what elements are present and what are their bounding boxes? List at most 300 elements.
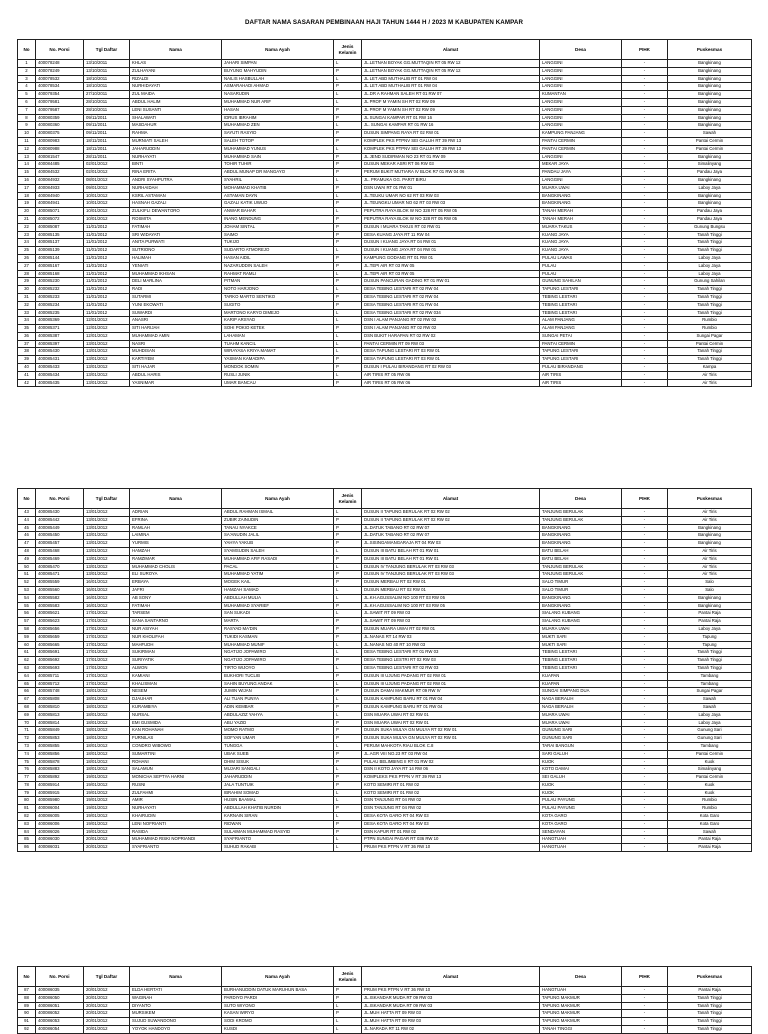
cell-porsi: 400081547 — [36, 153, 84, 161]
cell-pihk: - — [622, 231, 668, 239]
cell-tgl-daftar: 17/01/2012 — [84, 680, 130, 688]
cell-tgl-daftar: 13/01/2012 — [84, 364, 130, 372]
table-body — [18, 60, 752, 387]
cell-pihk: - — [622, 317, 668, 325]
cell-jenis-kelamin: L — [334, 563, 362, 571]
cell-pihk: - — [622, 696, 668, 704]
cell-desa: TANAH TINGGI — [540, 1025, 622, 1033]
cell-desa: KAMPUNG PANJANG — [540, 130, 622, 138]
cell-puskesmas: Air Tiris — [668, 516, 752, 524]
cell-no: 29 — [18, 278, 36, 286]
table-body — [18, 509, 752, 852]
cell-nama-ayah: ASMARAHADI AHMAD — [222, 83, 334, 91]
table-row — [18, 994, 752, 1002]
cell-alamat: DESA KOTA GARO RT 04 RW 03 — [362, 820, 540, 828]
cell-alamat: DSN II KOTO JAYA RT 14 RW 06 — [362, 766, 540, 774]
cell-desa: TANJUNG BERULAK — [540, 563, 622, 571]
cell-no: 15 — [18, 169, 36, 177]
cell-nama-ayah: SAIMO — [222, 231, 334, 239]
table-row — [18, 563, 752, 571]
cell-desa: SUNGAI SIMPANG DUA — [540, 688, 622, 696]
table-row — [18, 91, 752, 99]
cell-tgl-daftar: 19/01/2012 — [84, 805, 130, 813]
cell-pihk: - — [622, 742, 668, 750]
cell-nama-ayah: KARNAIN SIRAN — [222, 813, 334, 821]
table-row — [18, 703, 752, 711]
cell-nama-ayah: HAMZAH SAMAD — [222, 586, 334, 594]
cell-tgl-daftar: 19/01/2012 — [84, 797, 130, 805]
cell-nama: DJAUHAR — [130, 696, 222, 704]
table-row — [18, 356, 752, 364]
cell-desa: TAPUNG LESTARI — [540, 286, 622, 294]
cell-tgl-daftar: 11/01/2012 — [84, 286, 130, 294]
cell-desa: SIALANG KUBANG — [540, 610, 622, 618]
cell-alamat: DUSUN MEKAR ASRI RT 06 RW 03 — [362, 161, 540, 169]
cell-desa: KUOK — [540, 758, 622, 766]
cell-no: 57 — [18, 618, 36, 626]
cell-jenis-kelamin: P — [334, 223, 362, 231]
cell-nama: YENIATI — [130, 262, 222, 270]
cell-jenis-kelamin: L — [334, 60, 362, 68]
cell-no: 81 — [18, 805, 36, 813]
cell-jenis-kelamin: P — [334, 555, 362, 563]
cell-nama: NURHIDAYATI — [130, 83, 222, 91]
cell-nama: AB SONY — [130, 594, 222, 602]
cell-nama: NURSAL — [130, 711, 222, 719]
table-row — [18, 680, 752, 688]
cell-tgl-daftar: 19/01/2012 — [84, 789, 130, 797]
cell-jenis-kelamin: P — [334, 130, 362, 138]
cell-no: 42 — [18, 379, 36, 387]
cell-nama-ayah: SUDARTO ATMOREJO — [222, 247, 334, 255]
cell-nama-ayah: NOTO HARJONO — [222, 286, 334, 294]
column-header-desa: Desa — [540, 489, 622, 509]
cell-alamat: PANTAI CERMIN RT 09 RW 03 — [362, 340, 540, 348]
cell-nama: FATIMAH — [130, 223, 222, 231]
cell-nama: HASNAH GAZALI — [130, 200, 222, 208]
cell-no: 21 — [18, 215, 36, 223]
cell-nama: DELI MARLINA — [130, 278, 222, 286]
cell-nama: ERBAYA — [130, 579, 222, 587]
cell-alamat: JL. SUNGAI KAMPAR RT 01 RW 16 — [362, 122, 540, 130]
cell-desa: PULAU PAYUNG — [540, 805, 622, 813]
cell-porsi: 400085235 — [36, 309, 84, 317]
cell-jenis-kelamin: L — [334, 547, 362, 555]
cell-tgl-daftar: 16/01/2012 — [84, 594, 130, 602]
cell-nama-ayah: SAYUTI RASYID — [222, 130, 334, 138]
cell-tgl-daftar: 18/01/2012 — [84, 750, 130, 758]
cell-nama-ayah: PACAL — [222, 563, 334, 571]
cell-tgl-daftar: 11/01/2012 — [84, 301, 130, 309]
cell-porsi: 400085892 — [36, 774, 84, 782]
cell-nama-ayah: ABDULLAH KHATIB NURDIN — [222, 805, 334, 813]
cell-jenis-kelamin: L — [334, 789, 362, 797]
cell-pihk: - — [622, 1018, 668, 1026]
cell-tgl-daftar: 02/01/2012 — [84, 161, 130, 169]
cell-nama-ayah: TANAU NYAKCE — [222, 524, 334, 532]
cell-pihk: - — [622, 83, 668, 91]
cell-porsi: 400085692 — [36, 657, 84, 665]
cell-desa: SARI GALUH — [540, 750, 622, 758]
cell-nama-ayah: MUJARI SANGALI — [222, 766, 334, 774]
cell-puskesmas: Salo — [668, 579, 752, 587]
cell-tgl-daftar: 20/01/2012 — [84, 1002, 130, 1010]
cell-jenis-kelamin: L — [334, 610, 362, 618]
cell-nama: RINA ERITA — [130, 169, 222, 177]
cell-pihk: - — [622, 169, 668, 177]
cell-porsi: 400085369 — [36, 317, 84, 325]
cell-nama: NUR KHOLIFAH — [130, 633, 222, 641]
cell-pihk: - — [622, 555, 668, 563]
cell-tgl-daftar: 13/01/2012 — [84, 379, 130, 387]
cell-nama-ayah: SYAHRIL — [222, 176, 334, 184]
cell-tgl-daftar: 02/01/2012 — [84, 169, 130, 177]
cell-porsi: 400085430 — [36, 348, 84, 356]
cell-nama-ayah: SYAMSUDIN SALEH — [222, 547, 334, 555]
cell-alamat: JL.ISKANDAR MUDA RT 09 RW 03 — [362, 994, 540, 1002]
cell-no: 55 — [18, 602, 36, 610]
cell-puskesmas: Tanah Tinggi — [668, 239, 752, 247]
cell-nama-ayah: PARDIYO PARDI — [222, 994, 334, 1002]
cell-pihk: - — [622, 192, 668, 200]
cell-no: 40 — [18, 364, 36, 372]
cell-porsi: 400084933 — [36, 184, 84, 192]
cell-tgl-daftar: 11/01/2012 — [84, 239, 130, 247]
cell-desa: ALAM PANJANG — [540, 317, 622, 325]
cell-pihk: - — [622, 633, 668, 641]
cell-jenis-kelamin: P — [334, 278, 362, 286]
cell-puskesmas: Bangkinang — [668, 153, 752, 161]
cell-alamat: JL.NARADA RT 11 RW 02 — [362, 1025, 540, 1033]
cell-nama: SYAFRIANTO — [130, 844, 222, 852]
cell-desa: MUARA TAKUS — [540, 223, 622, 231]
cell-alamat: JL.SAWIT RT 09 RW 03 — [362, 618, 540, 626]
cell-alamat: JL.TEPI AIR RT 03 RW 05 — [362, 270, 540, 278]
cell-no: 90 — [18, 1010, 36, 1018]
cell-desa: KUANG JAYA — [540, 231, 622, 239]
cell-pihk: - — [622, 208, 668, 216]
cell-tgl-daftar: 18/01/2012 — [84, 735, 130, 743]
cell-pihk: - — [622, 680, 668, 688]
cell-alamat: DESA TEBING LESTRI RT 02 RW 03 — [362, 657, 540, 665]
cell-tgl-daftar: 20/01/2012 — [84, 1025, 130, 1033]
cell-puskesmas: Pantai Raja — [668, 618, 752, 626]
cell-desa: TEBING LESTARI — [540, 301, 622, 309]
table-row — [18, 696, 752, 704]
cell-jenis-kelamin: L — [334, 309, 362, 317]
column-header-no: No — [18, 489, 36, 509]
cell-nama: JAHARUDDIN — [130, 145, 222, 153]
table-row — [18, 657, 752, 665]
cell-tgl-daftar: 11/01/2012 — [84, 262, 130, 270]
cell-porsi: 400085856 — [36, 750, 84, 758]
cell-no: 36 — [18, 332, 36, 340]
cell-alamat: PEPUTRA RAYA BLOK W NO 328 RT 05 RW 05 — [362, 208, 540, 216]
cell-porsi: 400080359 — [36, 114, 84, 122]
cell-nama-ayah: NAZARUDDIN SALEH — [222, 262, 334, 270]
cell-desa: SENDAYAN — [540, 828, 622, 836]
cell-no: 63 — [18, 664, 36, 672]
cell-jenis-kelamin: P — [334, 184, 362, 192]
cell-jenis-kelamin: P — [334, 727, 362, 735]
cell-tgl-daftar: 11/01/2012 — [84, 231, 130, 239]
cell-nama: SALAMUN — [130, 766, 222, 774]
cell-nama-ayah: KUSDI — [222, 1025, 334, 1033]
cell-nama: MUHDISAN — [130, 348, 222, 356]
cell-pihk: - — [622, 200, 668, 208]
cell-jenis-kelamin: P — [334, 137, 362, 145]
cell-puskesmas: Bangkinang — [668, 176, 752, 184]
table-row — [18, 610, 752, 618]
cell-no: 50 — [18, 563, 36, 571]
cell-nama: ANITA PURWATI — [130, 239, 222, 247]
cell-no: 83 — [18, 820, 36, 828]
cell-nama: BINTI — [130, 161, 222, 169]
cell-alamat: DUSUN IV TANJUNG BERULAK RT 03 RW 03 — [362, 571, 540, 579]
cell-jenis-kelamin: L — [334, 270, 362, 278]
table-row — [18, 231, 752, 239]
cell-nama-ayah: MUHAMMAD YUNUS — [222, 145, 334, 153]
cell-puskesmas: Air Tiris — [668, 509, 752, 517]
cell-tgl-daftar: 19/01/2012 — [84, 828, 130, 836]
cell-nama: YUNI EKOWATI — [130, 301, 222, 309]
table-row — [18, 571, 752, 579]
cell-pihk: - — [622, 618, 668, 626]
cell-alamat: DUSUN I KUANG JAYA RT 04 RW 01 — [362, 239, 540, 247]
cell-nama-ayah: BUKHORI TUCLIB — [222, 672, 334, 680]
cell-no: 25 — [18, 247, 36, 255]
cell-desa: TAPUNG MAKMUR — [540, 994, 622, 1002]
cell-no: 8 — [18, 114, 36, 122]
cell-jenis-kelamin: L — [334, 348, 362, 356]
table-row — [18, 618, 752, 626]
cell-porsi: 400085087 — [36, 223, 84, 231]
cell-tgl-daftar: 10/01/2012 — [84, 215, 130, 223]
cell-nama-ayah: HUSIN BAAMAL — [222, 797, 334, 805]
cell-jenis-kelamin: P — [334, 161, 362, 169]
cell-nama: KAMIANI — [130, 672, 222, 680]
cell-nama: YASNIMAR — [130, 379, 222, 387]
cell-jenis-kelamin: L — [334, 91, 362, 99]
cell-pihk: - — [622, 153, 668, 161]
cell-no: 75 — [18, 758, 36, 766]
cell-nama: ADRIAN — [130, 509, 222, 517]
cell-tgl-daftar: 13/01/2012 — [84, 340, 130, 348]
cell-puskesmas: Bangkinang — [668, 98, 752, 106]
cell-alamat: JL LET ABD MUTHALIB RT 01 RW 04 — [362, 83, 540, 91]
cell-no: 9 — [18, 122, 36, 130]
cell-porsi: 400085559 — [36, 579, 84, 587]
cell-nama-ayah: MONDOK SOMIN — [222, 364, 334, 372]
cell-nama: NESEM — [130, 688, 222, 696]
column-header-nama-ayah: Nama Ayah — [222, 40, 334, 60]
cell-nama: SUWARDI — [130, 309, 222, 317]
cell-jenis-kelamin: L — [334, 176, 362, 184]
cell-nama-ayah: MARTONO KARYO DIMEJO — [222, 309, 334, 317]
table-row — [18, 286, 752, 294]
cell-desa: BANGKINANG — [540, 540, 622, 548]
table-row — [18, 223, 752, 231]
cell-tgl-daftar: 10/01/2012 — [84, 208, 130, 216]
cell-nama: YURMIS — [130, 540, 222, 548]
cell-porsi: 400085813 — [36, 711, 84, 719]
cell-tgl-daftar: 10/01/2012 — [84, 192, 130, 200]
cell-desa: LANGGINI — [540, 153, 622, 161]
cell-puskesmas: Tanah Tinggi — [668, 348, 752, 356]
cell-puskesmas: Pantai Cermin — [668, 340, 752, 348]
cell-desa: SIALANG KUBANG — [540, 618, 622, 626]
cell-porsi: 400085808 — [36, 696, 84, 704]
cell-pihk: - — [622, 293, 668, 301]
cell-pihk: - — [622, 325, 668, 333]
cell-nama-ayah: SUHUD RAKABI — [222, 844, 334, 852]
cell-porsi: 400085853 — [36, 735, 84, 743]
table-row — [18, 987, 752, 995]
cell-alamat: DUSUN I PULAU BIRANDANG RT 02 RW 03 — [362, 364, 540, 372]
table-row — [18, 364, 752, 372]
table-row — [18, 727, 752, 735]
cell-desa: SALO TIMUR — [540, 586, 622, 594]
cell-jenis-kelamin: L — [334, 711, 362, 719]
column-header-nama: Nama — [130, 40, 222, 60]
cell-porsi: 400085449 — [36, 524, 84, 532]
table-row — [18, 579, 752, 587]
document-title: DAFTAR NAMA SASARAN PEMBINAAN HAJI TAHUN 1444 H / 2023 M KABUPATEN KAMPAR — [244, 19, 524, 26]
cell-nama: WAGINAH — [130, 994, 222, 1002]
cell-jenis-kelamin: L — [334, 836, 362, 844]
cell-pihk: - — [622, 239, 668, 247]
column-header-puskesmas: Puskesmas — [668, 489, 752, 509]
cell-nama: SITI HARIJAH — [130, 325, 222, 333]
cell-alamat: PERUM MAHKOTA RIAU BLOK C.8 — [362, 742, 540, 750]
cell-nama: ABDUL HALIM — [130, 98, 222, 106]
cell-jenis-kelamin: P — [334, 657, 362, 665]
cell-alamat: KOMPLEK PKS PTPNV SEI GALUH RT 39 RW 13 — [362, 145, 540, 153]
cell-nama-ayah: TUKIJO — [222, 239, 334, 247]
cell-nama-ayah: UMAR BANCAU — [222, 379, 334, 387]
cell-alamat: JL PROF M YAMIN SH RT 02 RW 09 — [362, 98, 540, 106]
cell-no: 24 — [18, 239, 36, 247]
cell-desa: BANGKINANG — [540, 192, 622, 200]
cell-alamat: DUSUN KAMPUNG BARU RT 01 RW 04 — [362, 696, 540, 704]
cell-nama-ayah: MUHAMMAD SAIN — [222, 153, 334, 161]
cell-nama-ayah: SODI KROMO — [222, 1018, 334, 1026]
cell-desa: KUAPAN — [540, 672, 622, 680]
cell-tgl-daftar: 18/01/2012 — [84, 758, 130, 766]
cell-puskesmas: Pantai Raja — [668, 836, 752, 844]
table-row — [18, 325, 752, 333]
cell-pihk: - — [622, 1002, 668, 1010]
table-row — [18, 688, 752, 696]
cell-alamat: DUSUN SIMPANG RAYA RT 02 RW 01 — [362, 130, 540, 138]
table-row — [18, 106, 752, 114]
cell-no: 82 — [18, 813, 36, 821]
cell-nama-ayah: RUSLI JUNIK — [222, 371, 334, 379]
table-row — [18, 130, 752, 138]
table-row — [18, 184, 752, 192]
table-row — [18, 200, 752, 208]
cell-desa: PULAU LAWAS — [540, 254, 622, 262]
cell-alamat: JL.DR A RAHMAN SALEH RT 01 RW 07 — [362, 91, 540, 99]
cell-jenis-kelamin: P — [334, 1010, 362, 1018]
cell-pihk: - — [622, 805, 668, 813]
cell-no: 84 — [18, 828, 36, 836]
column-header-no: No — [18, 40, 36, 60]
cell-nama-ayah: MUHAMMAD AFIF RASADI — [222, 555, 334, 563]
cell-no: 4 — [18, 83, 36, 91]
cell-alamat: JL.SAWIT RT 09 RW 03 — [362, 610, 540, 618]
cell-nama-ayah: MOHAMMAD KHATIB — [222, 184, 334, 192]
cell-nama-ayah: TOHIR TUHIR — [222, 161, 334, 169]
cell-porsi: 400085371 — [36, 325, 84, 333]
table-row — [18, 524, 752, 532]
cell-jenis-kelamin: L — [334, 797, 362, 805]
cell-nama-ayah: TUKIDI KASMAN — [222, 633, 334, 641]
cell-nama: NASRI — [130, 340, 222, 348]
cell-nama-ayah: JAHARUDDIN — [222, 774, 334, 782]
cell-desa: BANGKINANG — [540, 594, 622, 602]
cell-tgl-daftar: 20/01/2012 — [84, 1018, 130, 1026]
cell-no: 56 — [18, 610, 36, 618]
column-header-pihk: PIHK — [622, 489, 668, 509]
cell-desa: TAPUNG LESTARI — [540, 348, 622, 356]
cell-no: 13 — [18, 153, 36, 161]
cell-alamat: JL.MUH HATTA RT 09 RW 03 — [362, 1018, 540, 1026]
cell-desa: TAPUNG MAKMUR — [540, 1002, 622, 1010]
cell-no: 43 — [18, 509, 36, 517]
cell-jenis-kelamin: L — [334, 844, 362, 852]
column-header-puskesmas: Puskesmas — [668, 967, 752, 987]
cell-nama: RAMZIMAR — [130, 555, 222, 563]
cell-porsi: 400085230 — [36, 278, 84, 286]
cell-desa: KOTA GARO — [540, 820, 622, 828]
cell-porsi: 400080375 — [36, 130, 84, 138]
cell-jenis-kelamin: P — [334, 364, 362, 372]
cell-pihk: - — [622, 371, 668, 379]
cell-pihk: - — [622, 625, 668, 633]
cell-alamat: JL.TEUKU UMAR NO 62 RT 03 RW 03 — [362, 192, 540, 200]
cell-desa: TEBING LESTARI — [540, 293, 622, 301]
cell-desa: PANTAI CERMIN — [540, 137, 622, 145]
cell-nama-ayah: RAHMAT RAMLI — [222, 270, 334, 278]
column-header-tgl-daftar: Tgl Daftar — [84, 40, 130, 60]
table-row — [18, 301, 752, 309]
cell-nama-ayah: JUMIN WIJAN — [222, 688, 334, 696]
cell-no: 12 — [18, 145, 36, 153]
cell-alamat: DESA TEBING LESTARI RT 02 RW 03 — [362, 664, 540, 672]
cell-pihk: - — [622, 789, 668, 797]
cell-puskesmas: Laboy Jaya — [668, 184, 752, 192]
cell-no: 38 — [18, 348, 36, 356]
cell-tgl-daftar: 13/01/2012 — [84, 555, 130, 563]
cell-puskesmas: Tapung — [668, 633, 752, 641]
cell-nama-ayah: DHIM SISUK — [222, 758, 334, 766]
cell-no: 60 — [18, 641, 36, 649]
cell-porsi: 400078532 — [36, 75, 84, 83]
table-row — [18, 509, 752, 517]
cell-porsi: 400085665 — [36, 641, 84, 649]
cell-desa: GUNUNG SARI — [540, 735, 622, 743]
cell-pihk: - — [622, 145, 668, 153]
column-header-puskesmas: Puskesmas — [668, 40, 752, 60]
table-row — [18, 317, 752, 325]
table-row — [18, 719, 752, 727]
cell-nama: KHLAS — [130, 60, 222, 68]
cell-tgl-daftar: 13/10/2011 — [84, 60, 130, 68]
cell-jenis-kelamin: P — [334, 153, 362, 161]
cell-jenis-kelamin: P — [334, 719, 362, 727]
table-row — [18, 67, 752, 75]
